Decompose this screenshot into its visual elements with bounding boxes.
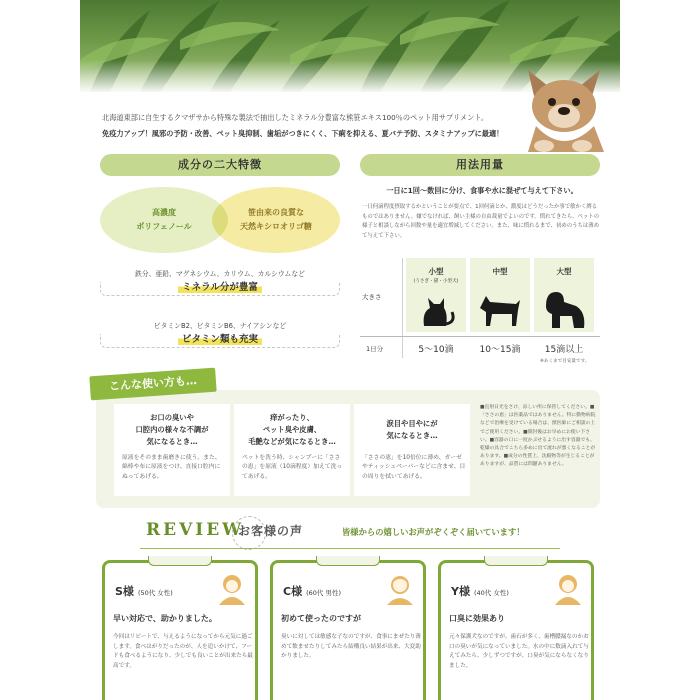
review-card-3-headline: 口臭に効果あり bbox=[449, 614, 505, 623]
use-card-skin bbox=[234, 404, 350, 496]
woman-avatar-icon bbox=[553, 573, 583, 605]
table-divider bbox=[402, 258, 403, 358]
vitamins-highlight-text: ビタミン類も充実 bbox=[178, 334, 262, 345]
medium-dog-silhouette-icon bbox=[476, 292, 524, 328]
review-card-2 bbox=[270, 560, 426, 700]
use-card-oral bbox=[114, 404, 230, 496]
use-card-eyes-body: 「ささの恵」を10倍位に薄め、ガーゼやティッシュペーパーなどに含ませ、目の周りを拭いてあげる。 bbox=[362, 455, 466, 480]
reviewer-meta: (40代 女性) bbox=[473, 589, 509, 597]
medium-size-dose: 10～15滴 bbox=[479, 345, 521, 355]
review-card-2-tab bbox=[316, 556, 380, 566]
other-uses-tag: こんな使い方も… bbox=[89, 368, 216, 401]
large-size-title: 大型 bbox=[556, 267, 572, 276]
review-card-1-headline: 早い対応で、助かりました。 bbox=[113, 614, 217, 623]
use-card-skin-body: ペットを洗う時、シャンプーに「ささの恵」を原液（10滴程度）加えて洗ってあげる。 bbox=[242, 455, 343, 480]
vitamins-list: ビタミンB2、ビタミンB6、ナイアシンなど bbox=[153, 322, 287, 330]
review-title: REVIEW bbox=[146, 520, 245, 540]
use-card-eyes bbox=[354, 404, 470, 496]
review-card-1 bbox=[102, 560, 258, 700]
review-card-2-name bbox=[283, 583, 341, 599]
small-size-title: 小型 bbox=[428, 267, 444, 276]
review-card-3-body: 元々保護犬なのですが、歯石が多く、歯槽膿漏なのかお口の臭いが気になっていました。水の中に数滴入れて与えてみたら、少しずつですが、口臭が気にならなくなりました。 bbox=[449, 634, 589, 669]
polyphenol-text: 高濃度 ポリフェノール bbox=[136, 208, 192, 231]
review-card-2-body: 臭いに対しては敏感な子なのですが、食事にまぜたり薄めて飲ませたりしてみたら結構良い結果が出来、大変助かりました。 bbox=[281, 634, 421, 660]
usage-header: 用法用量 bbox=[360, 154, 600, 176]
usage-text: 一日何滴程度摂取するかということが要点で、1回何滴とか、濃度はどうだったか事で敏かく縛るものではありません。嫌でなければ、飼い主様の自由裁量でよいのです。慣れてきたら、ペットの様子と相談しながら回数や量を適宜増減してください。また、味に慣れるまで、初めのうちは薄めて与えて下さい。 bbox=[362, 204, 600, 239]
man-avatar-icon bbox=[385, 573, 415, 605]
review-card-3-name bbox=[451, 583, 509, 599]
review-card-2-headline: 初めて使ったのですが bbox=[281, 614, 361, 623]
dosage-table bbox=[360, 258, 600, 366]
vitamins-highlight bbox=[100, 332, 340, 348]
intro-text bbox=[102, 110, 522, 142]
minerals-highlight bbox=[100, 280, 340, 296]
dosage-note: ※あくまで目安量です。 bbox=[540, 359, 590, 364]
features-header: 成分の二大特徴 bbox=[100, 154, 340, 176]
review-card-3 bbox=[438, 560, 594, 700]
size-row-label: 大きさ bbox=[362, 293, 382, 301]
use-card-eyes-title: 涙目や目やにが 気になるとき… bbox=[386, 419, 438, 440]
reviewer-name: Y様 bbox=[451, 585, 470, 598]
xylooligosaccharide-circle bbox=[212, 187, 340, 253]
polyphenol-circle bbox=[100, 187, 228, 253]
medium-size-title: 中型 bbox=[492, 267, 508, 276]
woman-avatar-icon bbox=[217, 573, 247, 605]
xylooligosaccharide-text: 笹由来の良質な 天然キシロオリゴ糖 bbox=[240, 208, 312, 231]
small-size-sub: (うさぎ・猫・小型犬) bbox=[413, 279, 459, 284]
review-card-3-tab bbox=[484, 556, 548, 566]
review-card-1-tab bbox=[148, 556, 212, 566]
minerals-highlight-text: ミネラル分が豊富 bbox=[178, 282, 262, 293]
intro-line-1: 北海道東部に自生するクマザサから特殊な製法で抽出したミネラル分豊富な熊笹エキス100％のペット用サプリメント。 bbox=[102, 113, 489, 122]
reviewer-name: C様 bbox=[283, 585, 303, 598]
cat-silhouette-icon bbox=[418, 294, 456, 328]
table-row-divider bbox=[360, 336, 600, 337]
reviewer-meta: (60代 男性) bbox=[306, 589, 341, 597]
review-subtitle: お客様の声 bbox=[238, 524, 304, 538]
large-size-dose: 15滴以上 bbox=[544, 345, 584, 355]
small-size-dose: 5～10滴 bbox=[418, 345, 454, 355]
intro-line-2: 免疫力アップ！風邪の予防・改善、ペット臭抑制、歯垢がつきにくく、下痢を抑える、夏バテ予防、スタミナアップに最適！ bbox=[102, 129, 504, 138]
reviewer-name: S様 bbox=[115, 585, 134, 598]
large-dog-silhouette-icon bbox=[540, 288, 588, 330]
usage-lead: 一日に1回～数回に分け、食事や水に混ぜて与えて下さい。 bbox=[386, 186, 578, 195]
review-card-1-name bbox=[115, 583, 173, 599]
minerals-list: 鉄分、亜鉛、マグネシウム、カリウム、カルシウムなど bbox=[135, 270, 305, 278]
dose-row-label: 1日分 bbox=[366, 345, 384, 353]
review-card-1-body: 今回はリピートで、与えるようになってから元気に過ごします。食べはがりだったのが、人を追いかけて、フードも食べるようになり、少しでも良いことが出来たら最高です。 bbox=[113, 634, 253, 669]
review-divider bbox=[140, 548, 560, 549]
review-lead: 皆様からの嬉しいお声がぞくぞく届いています！ bbox=[342, 527, 525, 537]
use-card-skin-title: 痒がったり、 ペット臭や皮膚、 毛艶などが気になるとき… bbox=[248, 413, 336, 446]
reviewer-meta: (50代 女性) bbox=[137, 589, 173, 597]
precautions-note: ■直射日光をさけ、涼しい所に保管してください。■「ささの恵」は医薬品ではありません。特に動物病院などで治療を受けている場合は、獣医師にご相談の上でご使用ください。■開封後はお早めにお使い下さい。■容器の口に一度かぶせるように出す容器でも、乾燥の具合でこちら多めに出て流れが悪くなることがあります。■成分の性質上、沈殿物等が生じることがありますが、品質には問題ありません。 bbox=[480, 405, 596, 468]
use-card-oral-title: お口の臭いや 口腔内の様々な不調が 気になるとき… bbox=[135, 413, 209, 446]
use-card-oral-body: 原液をそのまま歯磨きに使う。また、綿棒や布に原液をつけ、直接口腔内にぬってあげる。 bbox=[122, 455, 221, 480]
french-bulldog-image bbox=[514, 66, 614, 152]
